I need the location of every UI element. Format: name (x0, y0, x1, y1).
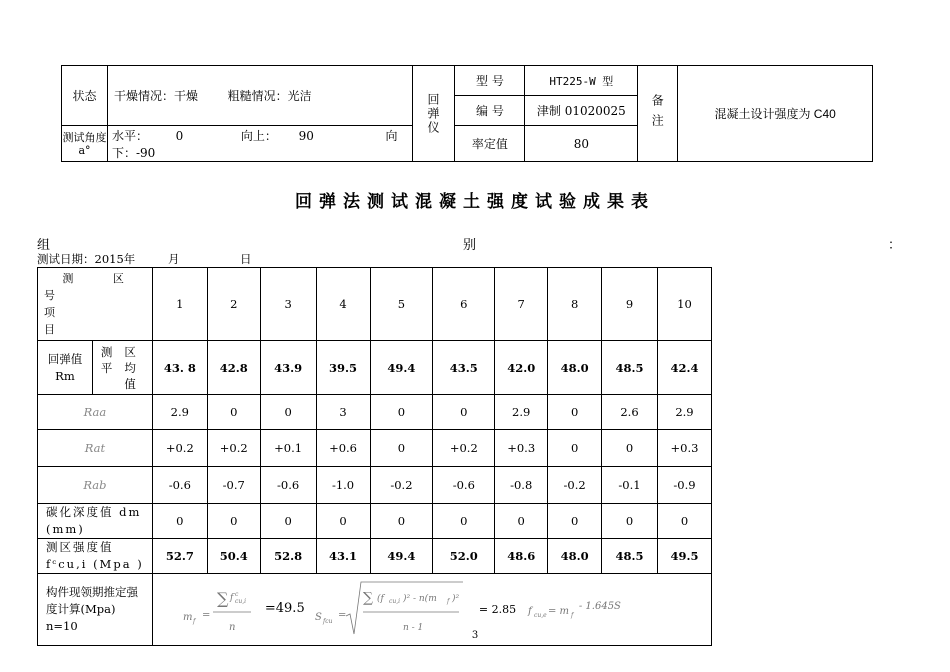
svg-text:cu,i: cu,i (388, 598, 400, 605)
remark-value: 混凝土设计强度为 C40 (678, 66, 873, 162)
ra-1: 2.9 (152, 395, 207, 430)
ra-row (38, 395, 712, 430)
rebound-value-label: 回弹值Rm (38, 341, 93, 395)
strength-2: 50.4 (207, 539, 260, 574)
ra-5: 0 (370, 395, 433, 430)
test-date: 测试日期：2015年 (37, 252, 136, 266)
svg-text:n: n (228, 622, 236, 633)
ra-10: 2.9 (657, 395, 711, 430)
test-day: 日 (240, 252, 252, 266)
strength-10: 49.5 (657, 539, 711, 574)
test-month: 月 (168, 252, 180, 266)
horizontal-value: 0 (175, 128, 184, 143)
rb-8: -0.2 (548, 467, 602, 504)
ra-label: Raa (38, 395, 153, 430)
svg-text:n - 1: n - 1 (402, 623, 424, 633)
carb-9: 0 (602, 504, 658, 539)
svg-text:f: f (570, 612, 574, 619)
rb-3: -0.6 (260, 467, 316, 504)
colon: ： (888, 238, 902, 253)
strength-4: 43.1 (316, 539, 370, 574)
ra-6: 0 (433, 395, 495, 430)
zone-7: 7 (495, 268, 548, 341)
rm-8: 48.0 (548, 341, 602, 395)
strength-label: 测区强度值 fᶜcu,i (Mpa ) (38, 539, 153, 574)
svg-text:=: = (201, 610, 211, 621)
carb-5: 0 (370, 504, 433, 539)
svg-text:c: c (234, 591, 239, 598)
strength-7: 48.6 (495, 539, 548, 574)
page-number: 3 (471, 630, 479, 641)
angle-values (107, 126, 412, 162)
carb-3: 0 (260, 504, 316, 539)
svg-text:∑: ∑ (362, 590, 373, 606)
rt-8: 0 (548, 430, 602, 467)
model-value: HT225-W 型 (525, 66, 638, 96)
svg-text:f: f (192, 618, 196, 625)
calib-value: 80 (525, 126, 638, 162)
instrument-info-table (61, 65, 873, 162)
calc-n: n=10 (46, 619, 78, 633)
svg-text:∑: ∑ (216, 589, 229, 608)
remark-label: 备注 (638, 66, 678, 162)
rm-2: 42.8 (207, 341, 260, 395)
zone-label: 测 区 (62, 272, 142, 285)
rb-label: Rab (38, 467, 153, 504)
horizontal-label: 水平： (111, 128, 148, 143)
rm-10: 42.4 (657, 341, 711, 395)
rm-1: 43. 8 (152, 341, 207, 395)
ra-7: 2.9 (495, 395, 548, 430)
down-label: 向下：-90 (111, 128, 398, 160)
svg-text:S: S (314, 612, 322, 623)
calib-label: 率定值 (455, 126, 525, 162)
svg-text:f: f (446, 598, 450, 605)
carb-6: 0 (433, 504, 495, 539)
item-label: 项 目 (44, 306, 115, 336)
sd-value: = 2.85 (478, 603, 517, 616)
zone-5: 5 (370, 268, 433, 341)
rt-4: +0.6 (316, 430, 370, 467)
rt-row (38, 430, 712, 467)
surface-condition (107, 66, 412, 126)
ra-9: 2.6 (602, 395, 658, 430)
ra-3: 0 (260, 395, 316, 430)
rb-4: -1.0 (316, 467, 370, 504)
carb-row (38, 504, 712, 539)
strength-row (38, 539, 712, 574)
carb-label: 碳化深度值 dm (mm) (38, 504, 153, 539)
carb-4: 0 (316, 504, 370, 539)
zone-10: 10 (657, 268, 711, 341)
svg-text:f: f (527, 606, 532, 617)
state-label: 状态 (62, 66, 108, 126)
rt-6: +0.2 (433, 430, 495, 467)
rt-label: Rat (38, 430, 153, 467)
rt-1: +0.2 (152, 430, 207, 467)
strength-8: 48.0 (548, 539, 602, 574)
zone-9: 9 (602, 268, 658, 341)
zone-1: 1 (152, 268, 207, 341)
rb-7: -0.8 (495, 467, 548, 504)
strength-9: 48.5 (602, 539, 658, 574)
model-label: 型 号 (455, 66, 525, 96)
rm-3: 43.9 (260, 341, 316, 395)
estimated-strength-formula: - 1.645S (578, 601, 621, 612)
carb-10: 0 (657, 504, 711, 539)
rt-3: +0.1 (260, 430, 316, 467)
rm-6: 43.5 (433, 341, 495, 395)
carb-8: 0 (548, 504, 602, 539)
results-table (37, 267, 712, 646)
angle-label: 测试角度 a° (62, 126, 108, 162)
rm-9: 48.5 (602, 341, 658, 395)
number-label: 编 号 (455, 96, 525, 126)
number-label: 号 (44, 289, 55, 302)
zone-3: 3 (260, 268, 316, 341)
up-value: 90 (298, 128, 314, 143)
rb-2: -0.7 (207, 467, 260, 504)
strength-1: 52.7 (152, 539, 207, 574)
rb-10: -0.9 (657, 467, 711, 504)
group-label: 组 (37, 238, 51, 253)
svg-text:)²: )² (451, 594, 459, 604)
carb-2: 0 (207, 504, 260, 539)
up-label: 向上： (240, 128, 277, 143)
zone-6: 6 (433, 268, 495, 341)
svg-text:cu,e: cu,e (533, 612, 547, 619)
ra-8: 0 (548, 395, 602, 430)
svg-text:f: f (229, 593, 234, 603)
rt-5: 0 (370, 430, 433, 467)
ra-4: 3 (316, 395, 370, 430)
svg-text:(f: (f (376, 594, 384, 604)
rb-row (38, 467, 712, 504)
category-label: 别 (463, 238, 477, 253)
header-row (38, 268, 712, 341)
rt-9: 0 (602, 430, 658, 467)
zone-2: 2 (207, 268, 260, 341)
zone-avg-label: 测区平均值 (92, 341, 152, 395)
rm-4: 39.5 (316, 341, 370, 395)
rb-1: -0.6 (152, 467, 207, 504)
carb-7: 0 (495, 504, 548, 539)
carb-1: 0 (152, 504, 207, 539)
zone-8: 8 (548, 268, 602, 341)
svg-text:)² - n(m: )² - n(m (402, 594, 437, 604)
rb-5: -0.2 (370, 467, 433, 504)
rm-row (38, 341, 712, 395)
calc-label: 构件现领期推定强度计算(Mpa) (46, 585, 138, 616)
zone-4: 4 (316, 268, 370, 341)
strength-5: 49.4 (370, 539, 433, 574)
ra-2: 0 (207, 395, 260, 430)
number-value: 津制 01020025 (525, 96, 638, 126)
rb-6: -0.6 (433, 467, 495, 504)
svg-text:fcu: fcu (322, 618, 333, 625)
svg-text:= m: = m (547, 606, 569, 617)
rt-2: +0.2 (207, 430, 260, 467)
rt-10: +0.3 (657, 430, 711, 467)
strength-3: 52.8 (260, 539, 316, 574)
rb-9: -0.1 (602, 467, 658, 504)
rm-5: 49.4 (370, 341, 433, 395)
rough-condition: 粗糙情况：光洁 (227, 89, 312, 103)
mean-value: =49.5 (264, 601, 305, 616)
dry-condition: 干燥情况：干燥 (113, 89, 198, 103)
rt-7: +0.3 (495, 430, 548, 467)
page-title: 回弹法测试混凝土强度试验成果表 (295, 192, 655, 212)
svg-text:=: = (337, 610, 347, 621)
svg-text:m: m (182, 612, 193, 623)
svg-text:cu,i: cu,i (234, 598, 246, 605)
strength-6: 52.0 (433, 539, 495, 574)
zone-header-cell (38, 268, 153, 341)
rebound-instrument-label: 回弹仪 (412, 66, 455, 162)
rm-7: 42.0 (495, 341, 548, 395)
